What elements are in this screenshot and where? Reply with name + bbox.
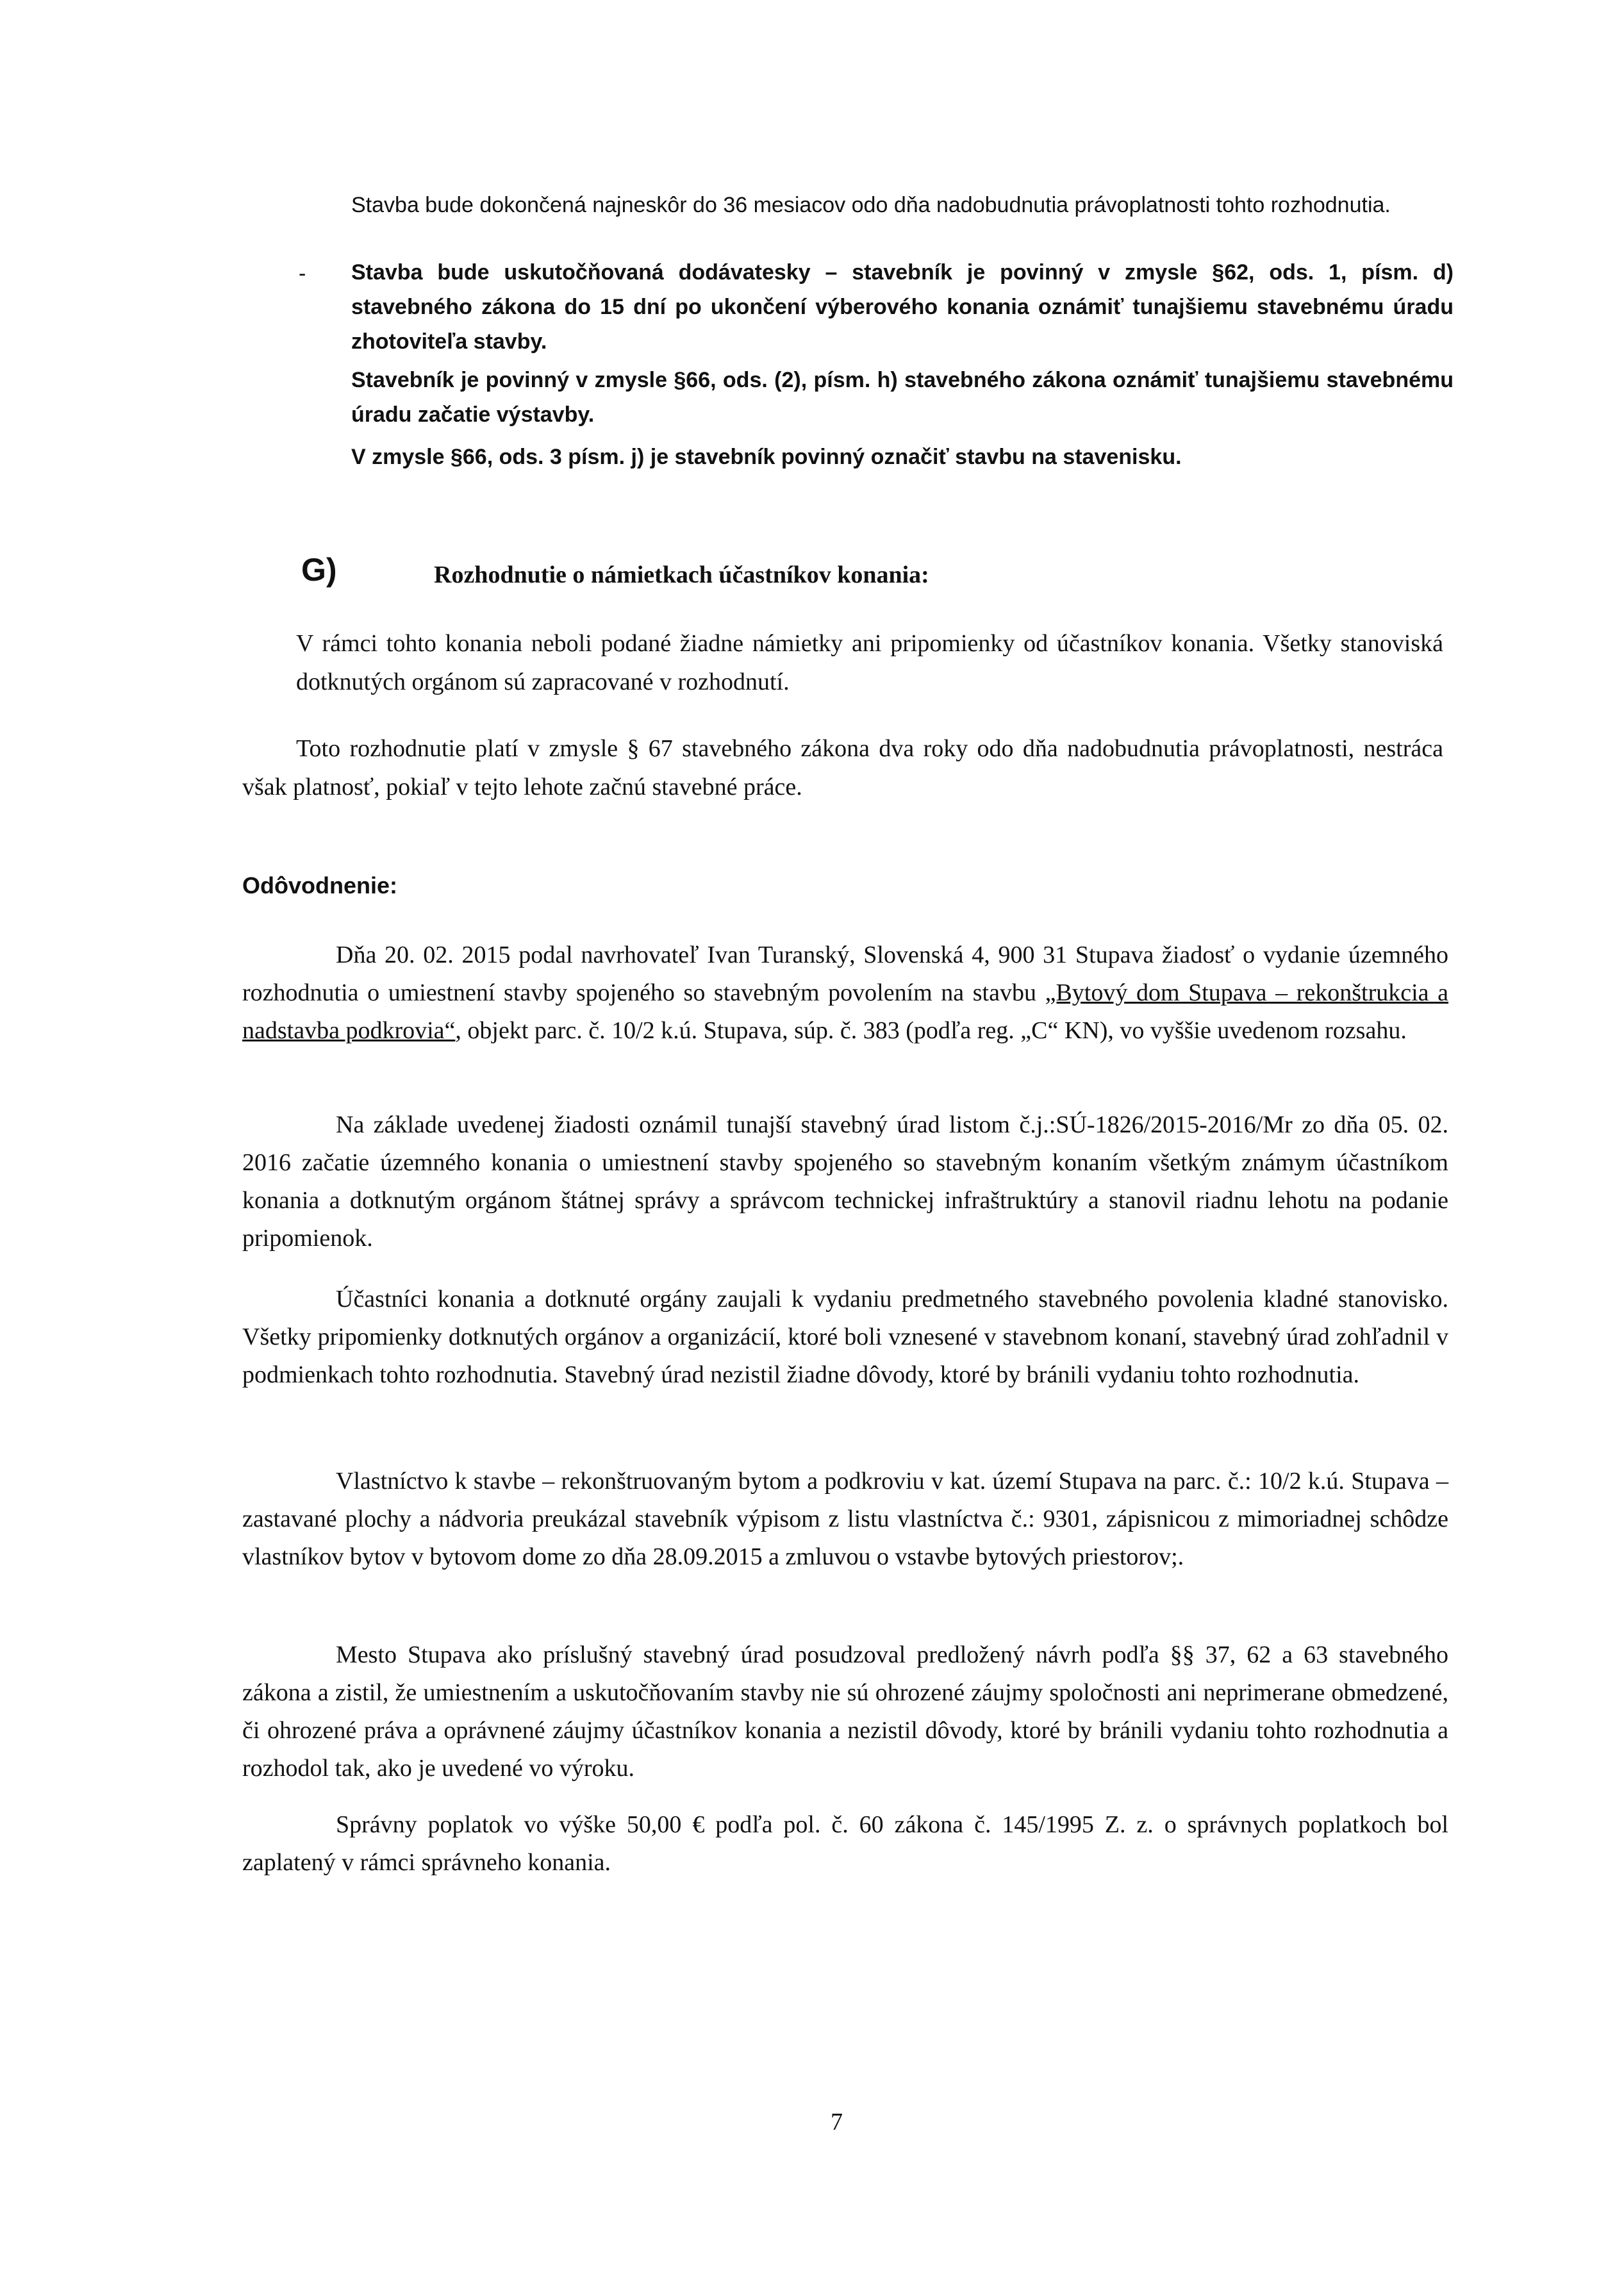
contractor-condition: Stavba bude uskutočňovaná dodávatesky – stavebník je povinný v zmysle §62, ods. 1, písm. d) stavebného zákona do 15 dní po ukončení výberového konania oznámiť tunajšiemu stavebnému úradu zhotoviteľa stavby. [351, 260, 1454, 354]
section-letter: G) [301, 552, 337, 588]
page-number: 7 [831, 2109, 843, 2135]
reasoning-paragraph-statements: Účastníci konania a dotknuté orgány zaujali k vydaniu predmetného stavebného povolenia kladné stanovisko. Všetky pripomienky dotknutých orgánov a organizácií, ktoré boli vznesené v stavebnom konaní, stavebný úrad zohľadnil v podmienkach tohto rozhodnutia. Stavebný úrad nezistil žiadne dôvody, ktoré by bránili vydaniu tohto rozhodnutia. [242, 1286, 1448, 1388]
site-marking-condition: V zmysle §66, ods. 3 písm. j) je stavebník povinný označiť stavbu na stavenisku. [351, 445, 1182, 469]
validity-paragraph: Toto rozhodnutie platí v zmysle § 67 stavebného zákona dva roky odo dňa nadobudnutia právoplatnosti, nestráca však platnosť, pokiaľ v tejto lehote začnú stavebné práce. [242, 735, 1443, 800]
completion-condition: Stavba bude dokončená najneskôr do 36 mesiacov odo dňa nadobudnutia právoplatnosti tohto rozhodnutia. [351, 193, 1391, 217]
reasoning-paragraph-assessment: Mesto Stupava ako príslušný stavebný úrad posudzoval predložený návrh podľa §§ 37, 62 a 63 stavebného zákona a zistil, že umiestnením a uskutočňovaním stavby nie sú ohrozené záujmy spoločnosti ani neprimerane obmedzené, či ohrozené práva a oprávnené záujmy účastníkov konania a nezistil dôvody, ktoré by bránili vydaniu tohto rozhodnutia a rozhodol tak, ako je uvedené vo výroku. [242, 1641, 1448, 1782]
bullet-dash: - [299, 261, 306, 286]
application-text-end: , objekt parc. č. 10/2 k.ú. Stupava, súp. č. 383 (podľa reg. „C“ KN), vo vyššie uvedenom rozsahu. [455, 1017, 1407, 1044]
application-text-start: Dňa 20. 02. 2015 podal navrhovateľ Ivan Turanský, Slovenská 4, 900 31 Stupava žiadosť o vydanie územného rozhodnutia o umiestnení stavby spojeného so stavebným povolením na stavbu [242, 941, 1448, 1006]
project-name: „Bytový dom Stupava – rekonštrukcia a nadstavba podkrovia“ [242, 979, 1448, 1044]
objections-paragraph: V rámci tohto konania neboli podané žiadne námietky ani pripomienky od účastníkov konania. Všetky stanoviská dotknutých orgánom sú zapracované v rozhodnutí. [296, 630, 1443, 695]
reasoning-paragraph-ownership: Vlastníctvo k stavbe – rekonštruovaným bytom a podkroviu v kat. území Stupava na parc. č.: 10/2 k.ú. Stupava – zastavané plochy a nádvoria preukázal stavebník výpisom z listu vlastníctva č.: 9301, zápisnicou z mimoriadnej schôdze vlastníkov bytov v bytovom dome zo dňa 28.09.2015 a zmluvou o vstavbe bytových priestorov;. [242, 1468, 1448, 1570]
reasoning-paragraph-notice: Na základe uvedenej žiadosti oznámil tunajší stavebný úrad listom č.j.:SÚ-1826/2015-2016/Mr zo dňa 05. 02. 2016 začatie územného konania o umiestnení stavby spojeného so stavebným konaním všetkým známym účastníkom konania a dotknutým orgánom štátnej správy a správcom technickej infraštruktúry a stanovil riadnu lehotu na podanie pripomienok. [242, 1111, 1448, 1252]
reasoning-heading: Odôvodnenie: [242, 872, 397, 899]
reasoning-paragraph-fee: Správny poplatok vo výške 50,00 € podľa pol. č. 60 zákona č. 145/1995 Z. z. o správnych poplatkoch bol zaplatený v rámci správneho konania. [242, 1811, 1448, 1876]
section-title: Rozhodnutie o námietkach účastníkov konania: [434, 561, 929, 588]
reasoning-paragraph-application [242, 936, 1448, 1050]
start-notification-condition: Stavebník je povinný v zmysle §66, ods. (2), písm. h) stavebného zákona oznámiť tunajšiemu stavebnému úradu začatie výstavby. [351, 368, 1454, 427]
